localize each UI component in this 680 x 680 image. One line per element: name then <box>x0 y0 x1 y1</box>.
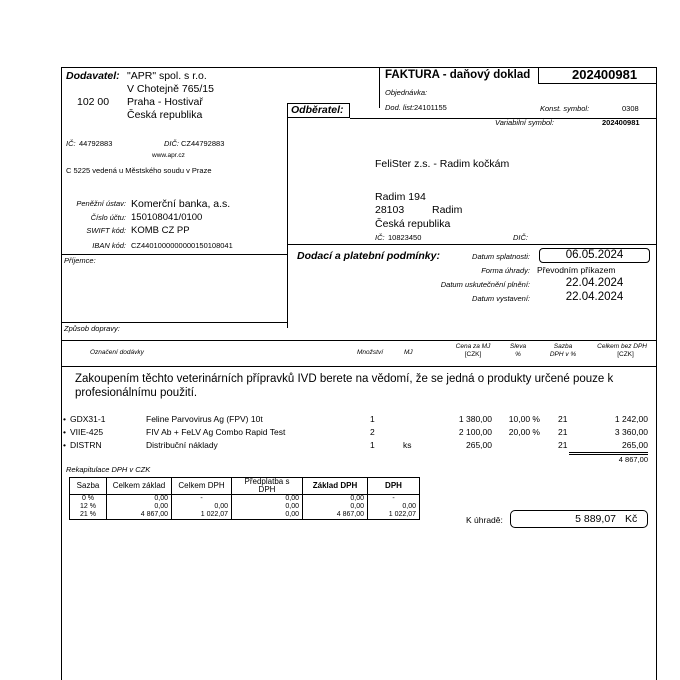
subtotal: 4 867,00 <box>618 455 648 464</box>
iban-code: CZ4401000000000150108041 <box>131 241 233 250</box>
divider-vertical-left <box>287 108 288 328</box>
rule-subtotal <box>569 452 648 453</box>
const-symbol: 0308 <box>622 104 639 113</box>
recap-cell: 0,00 <box>107 495 172 504</box>
recap-cell: 0 % <box>70 495 107 504</box>
recap-cell: 0,00 <box>303 495 368 504</box>
invoice-title: FAKTURA - daňový doklad <box>385 69 531 81</box>
item-price: 1 380,00 <box>458 414 492 424</box>
payment-label: Forma úhrady: <box>481 266 530 275</box>
recap-cell: - <box>172 495 232 504</box>
item-bullet: • <box>63 427 66 437</box>
item-total: 265,00 <box>622 440 648 450</box>
recap-cell: 1 022,07 <box>172 511 232 520</box>
item-name: Distribuční náklady <box>146 440 218 450</box>
item-bullet: • <box>63 414 66 424</box>
recap-cell: 0,00 <box>232 503 303 511</box>
supplier-label: Dodavatel: <box>66 70 120 82</box>
table-row <box>70 495 420 504</box>
item-total: 3 360,00 <box>614 427 648 437</box>
rule-columns-bottom <box>61 366 657 367</box>
rule-transport <box>61 322 287 323</box>
item-qty: 1 <box>370 440 375 450</box>
recap-header-cell: Předplatba s DPH <box>232 478 303 495</box>
supplier-name: "APR" spol. s r.o. <box>127 70 207 82</box>
recipient-label: Příjemce: <box>64 256 96 265</box>
account-label: Číslo účtu: <box>90 213 126 222</box>
item-unit: ks <box>403 440 412 450</box>
recap-header-row <box>70 478 420 495</box>
item-discount: 20,00 % <box>508 427 540 437</box>
customer-name: FeliSter z.s. - Radim kočkám <box>375 158 510 170</box>
swift-label: SWIFT kód: <box>86 226 126 235</box>
to-pay-amount: 5 889,07 <box>575 513 616 525</box>
table-row <box>70 503 420 511</box>
swift-code: KOMB CZ PP <box>131 225 190 236</box>
recap-cell: 4 867,00 <box>303 511 368 520</box>
recap-header-cell: Celkem základ <box>107 478 172 495</box>
col-price-1: Cena za MJ <box>455 343 491 350</box>
item-code: VIIE-425 <box>70 427 104 437</box>
recap-cell: - <box>368 495 420 504</box>
col-unit: MJ <box>404 349 413 356</box>
col-vat-2: DPH v % <box>549 351 577 358</box>
var-symbol-label: Variabilní symbol: <box>495 118 554 127</box>
delivery-note-number: 24101155 <box>414 103 447 112</box>
supplier-ic: 44792883 <box>79 139 113 148</box>
item-qty: 2 <box>370 427 375 437</box>
supplier-ic-label: IČ: <box>66 139 76 148</box>
transport-label: Způsob dopravy: <box>64 324 120 333</box>
recap-cell: 0,00 <box>303 503 368 511</box>
recap-cell: 0,00 <box>107 503 172 511</box>
recap-cell: 4 867,00 <box>107 511 172 520</box>
ivd-notice: Zakoupením těchto veterinárních přípravků IVD berete na vědomí, že se jedná o produkty určené pouze k profesionálnímu použití. <box>75 373 614 399</box>
customer-country: Česká republika <box>375 218 451 230</box>
issued-date-label: Datum vystavení: <box>472 294 530 303</box>
to-pay-label: K úhradě: <box>466 515 503 525</box>
supplier-zip: 102 00 <box>77 96 110 108</box>
item-vat: 21 <box>558 440 568 450</box>
account-number: 150108041/0100 <box>131 212 203 223</box>
bank-label: Peněžní ústav: <box>76 199 126 208</box>
iban-label: IBAN kód: <box>92 241 126 250</box>
col-qty: Množství <box>357 349 384 356</box>
customer-ic: 10823450 <box>388 233 422 242</box>
recap-header-cell: Základ DPH <box>303 478 368 495</box>
supplier-country: Česká republika <box>127 109 203 121</box>
customer-label: Odběratel: <box>291 104 344 116</box>
recap-title: Rekapitulace DPH v CZK <box>66 465 151 474</box>
recap-cell: 1 022,07 <box>368 511 420 520</box>
item-total: 1 242,00 <box>614 414 648 424</box>
supplier-registry: C 5225 vedená u Městského soudu v Praze <box>66 166 212 175</box>
item-name: FIV Ab + FeLV Ag Combo Rapid Test <box>146 427 286 437</box>
col-price-2: [CZK] <box>464 351 482 358</box>
item-price: 2 100,00 <box>458 427 492 437</box>
recap-cell: 0,00 <box>232 495 303 504</box>
recap-cell: 12 % <box>70 503 107 511</box>
table-row <box>70 511 420 520</box>
recap-header-cell: Sazba <box>70 478 107 495</box>
invoice-number: 202400981 <box>572 67 638 82</box>
recap-cell: 0,00 <box>232 511 303 520</box>
item-code: GDX31-1 <box>70 414 106 424</box>
item-code: DISTRN <box>70 440 102 450</box>
const-symbol-label: Konst. symbol: <box>540 104 590 113</box>
item-vat: 21 <box>558 427 568 437</box>
item-vat: 21 <box>558 414 568 424</box>
recap-cell: 0,00 <box>172 503 232 511</box>
bank-name: Komerční banka, a.s. <box>131 198 231 210</box>
var-symbol: 202400981 <box>602 118 640 127</box>
divider-vertical-top <box>379 67 380 81</box>
col-total-1: Celkem bez DPH <box>597 343 647 350</box>
rule-supplier-bank <box>61 254 287 255</box>
customer-dic-label: DIČ: <box>513 233 528 242</box>
due-date: 06.05.2024 <box>565 249 624 261</box>
vat-recap-table <box>69 477 420 520</box>
recap-cell: 0,00 <box>368 503 420 511</box>
col-discount-2: % <box>515 351 521 358</box>
due-label: Datum splatnosti: <box>472 252 530 261</box>
col-item: Označení dodávky <box>90 349 144 356</box>
rule-terms-top <box>287 244 657 245</box>
recap-header-cell: Celkem DPH <box>172 478 232 495</box>
item-bullet: • <box>63 440 66 450</box>
delivery-note-label: Dod. list: <box>385 103 415 112</box>
item-qty: 1 <box>370 414 375 424</box>
item-discount: 10,00 % <box>508 414 540 424</box>
customer-ic-label: IČ: <box>375 233 385 242</box>
to-pay-currency: Kč <box>625 513 638 525</box>
supplier-dic-label: DIČ: <box>164 139 179 148</box>
customer-zip: 28103 <box>375 204 405 216</box>
supplier-street: V Chotejně 765/15 <box>127 83 214 95</box>
customer-street: Radim 194 <box>375 191 426 203</box>
rule-columns-top <box>61 340 657 341</box>
recap-cell: 21 % <box>70 511 107 520</box>
supplier-web: www.apr.cz <box>152 152 185 159</box>
col-total-2: [CZK] <box>617 351 634 358</box>
item-price: 265,00 <box>466 440 492 450</box>
customer-city: Radim <box>432 204 463 216</box>
col-vat-1: Sazba <box>553 343 573 350</box>
supplier-dic: CZ44792883 <box>181 139 225 148</box>
item-name: Feline Parvovirus Ag (FPV) 10t <box>146 414 263 424</box>
taxable-date-label: Datum uskutečnění plnění: <box>440 280 530 289</box>
col-discount-1: Sleva <box>509 343 527 350</box>
payment-method: Převodním příkazem <box>537 265 616 275</box>
taxable-date: 22.04.2024 <box>565 277 624 289</box>
order-label: Objednávka: <box>385 88 428 97</box>
supplier-city: Praha - Hostivař <box>127 96 203 108</box>
terms-title: Dodací a platební podmínky: <box>297 250 440 262</box>
recap-header-cell: DPH <box>368 478 420 495</box>
issued-date: 22.04.2024 <box>565 291 624 303</box>
